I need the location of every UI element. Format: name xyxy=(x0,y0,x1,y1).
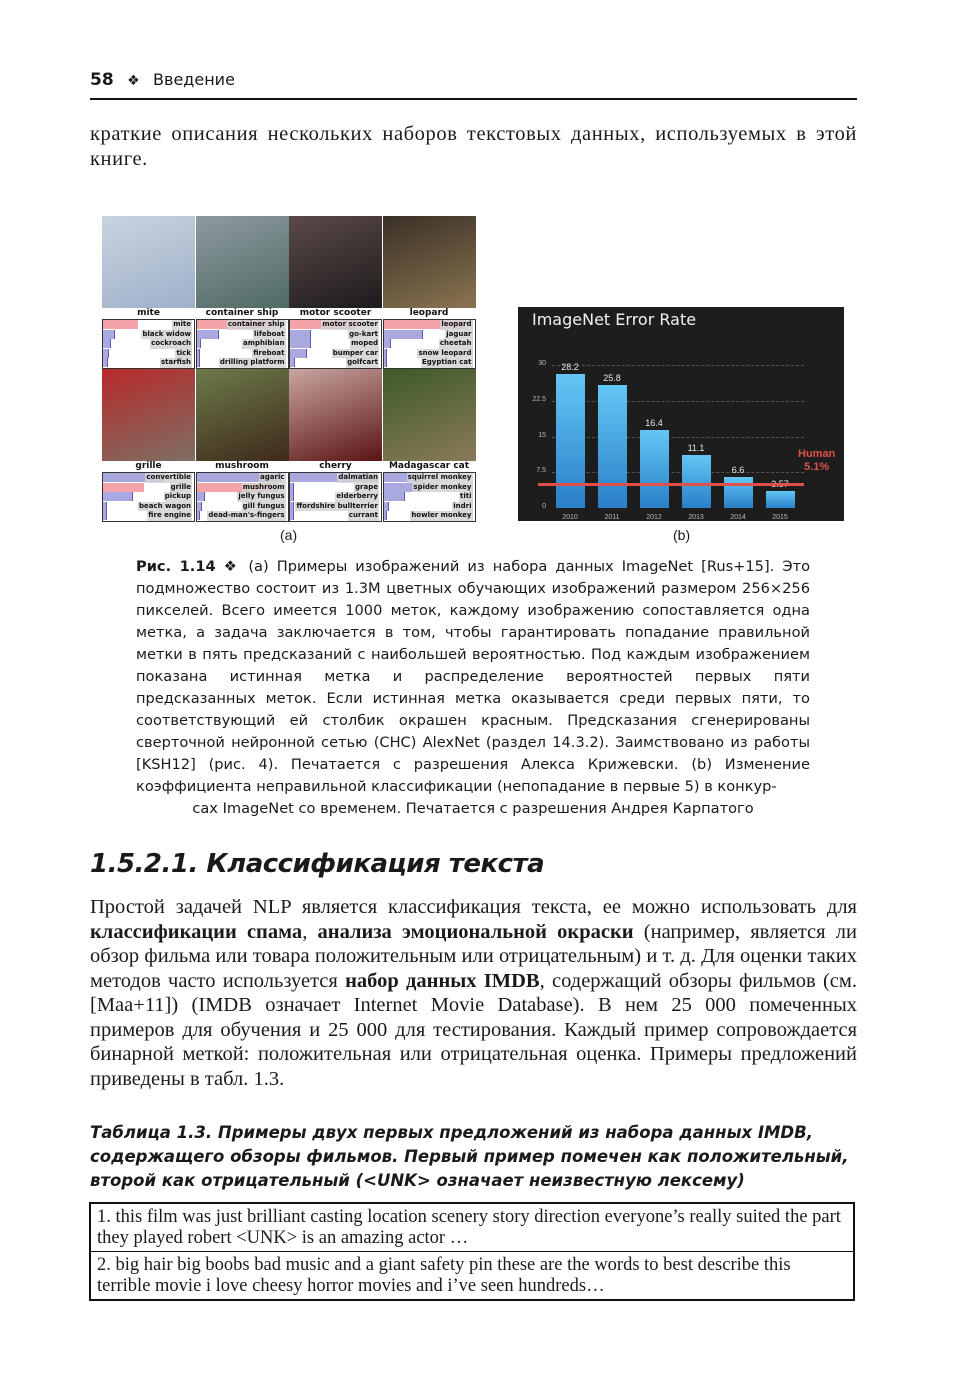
prediction-label: mushroom xyxy=(242,482,285,491)
prediction-row xyxy=(384,339,475,349)
y-tick-label: 0 xyxy=(542,503,546,510)
gridline xyxy=(552,401,804,402)
prediction-label: gill fungus xyxy=(242,501,285,510)
prediction-label: cockroach xyxy=(151,339,191,348)
x-tick-label: 2012 xyxy=(646,514,662,521)
true-label: container ship xyxy=(196,308,289,319)
prediction-label: jelly fungus xyxy=(238,492,285,501)
example-cell xyxy=(383,369,476,522)
error-rate-bar xyxy=(682,455,711,508)
prediction-row xyxy=(197,349,288,359)
probability-bar xyxy=(103,320,138,329)
top5-predictions xyxy=(102,472,195,522)
probability-bar xyxy=(384,339,391,348)
page-number: 58 xyxy=(90,70,114,90)
prediction-row xyxy=(103,339,194,349)
prediction-row xyxy=(103,511,194,521)
example-photo xyxy=(289,369,382,461)
example-photo xyxy=(196,369,289,461)
probability-bar xyxy=(197,502,203,511)
prediction-label: tick xyxy=(176,348,191,357)
probability-bar xyxy=(384,330,423,339)
prediction-label: squirrel monkey xyxy=(407,473,472,481)
bar-value-label: 28.2 xyxy=(561,361,579,372)
example-cell xyxy=(289,216,382,369)
prediction-label: motor scooter xyxy=(322,320,378,328)
prediction-label: bumper car xyxy=(332,348,378,357)
prediction-row xyxy=(290,511,381,521)
example-photo xyxy=(196,216,289,308)
x-tick-label: 2010 xyxy=(562,514,578,521)
prediction-label: titi xyxy=(460,492,472,501)
prediction-label: fireboat xyxy=(253,348,285,357)
probability-bar xyxy=(103,358,108,367)
panel-b-caption: (b) xyxy=(673,527,691,543)
prediction-label: beach wagon xyxy=(138,501,191,510)
ornament-icon: ❖ xyxy=(127,73,140,89)
prediction-label: jaguar xyxy=(446,329,472,338)
top5-predictions xyxy=(196,319,289,369)
prediction-label: ffordshire bullterrier xyxy=(296,501,378,510)
section-heading: 1.5.2.1. Классификация текста xyxy=(90,849,545,879)
true-label: motor scooter xyxy=(289,308,382,319)
prediction-label: dead-man's-fingers xyxy=(208,511,285,520)
y-tick-label: 7.5 xyxy=(536,467,546,475)
term-spam-classification: классификации спама xyxy=(90,920,303,943)
prediction-row xyxy=(290,492,381,502)
prediction-label: mite xyxy=(173,320,191,328)
top5-predictions xyxy=(383,472,476,522)
prediction-label: Egyptian cat xyxy=(422,358,472,367)
figure-caption xyxy=(136,556,810,820)
chart-plot-area xyxy=(532,360,804,521)
example-photo xyxy=(102,216,195,308)
text-run: Простой задачей NLP является классификация текста, ее можно использовать для xyxy=(90,896,857,918)
human-error-line xyxy=(538,483,804,486)
table-cell: 2. big hair big boobs bad music and a giant safety pin these are the words to best describe this terrible movie i love cheesy horror movies and i’ve seen hundreds… xyxy=(90,1252,854,1301)
caption-ornament-icon: ❖ xyxy=(223,558,241,575)
prediction-row xyxy=(290,483,381,493)
human-label-text: Human xyxy=(798,448,836,460)
example-photo xyxy=(102,369,195,461)
bar-value-label: 6.6 xyxy=(731,464,745,475)
example-cell xyxy=(289,369,382,522)
prediction-label: indri xyxy=(453,501,472,510)
probability-bar xyxy=(384,349,388,358)
probability-bar xyxy=(384,502,390,511)
probability-bar xyxy=(290,492,294,501)
x-tick-label: 2015 xyxy=(772,514,788,521)
imdb-examples-table xyxy=(89,1202,855,1301)
term-sentiment-analysis: анализа эмоциональной окраски xyxy=(317,920,634,943)
probability-bar xyxy=(197,358,201,367)
y-tick-label: 15 xyxy=(538,431,546,439)
running-section-title: Введение xyxy=(153,70,235,89)
panel-a-caption: (a) xyxy=(280,527,298,543)
prediction-row xyxy=(384,492,475,502)
probability-bar xyxy=(103,502,107,511)
true-label: mite xyxy=(102,308,195,319)
figure-caption-last-line: сах ImageNet со временем. Печатается с разрешения Андрея Карпатого xyxy=(192,800,754,817)
probability-bar xyxy=(290,339,311,348)
probability-bar xyxy=(103,330,115,339)
table-row xyxy=(90,1203,854,1252)
chart-title: ImageNet Error Rate xyxy=(532,310,697,329)
prediction-row xyxy=(197,330,288,340)
prediction-row xyxy=(384,473,475,483)
probability-bar xyxy=(103,349,109,358)
prediction-row xyxy=(103,492,194,502)
table-caption: Таблица 1.3. Примеры двух первых предложений из набора данных IMDB, содержащего обзоры фильмов. Первый пример помечен как положительный, второй как отрицательный (<UNK> означает неизвестную лексему) xyxy=(90,1123,849,1190)
top5-predictions xyxy=(196,472,289,522)
prediction-row xyxy=(103,473,194,483)
figure-label: Рис. 1.14 xyxy=(136,558,216,575)
x-tick-label: 2014 xyxy=(730,514,746,521)
prediction-label: cheetah xyxy=(439,339,472,348)
probability-bar xyxy=(197,330,220,339)
imagenet-error-chart xyxy=(518,307,844,521)
probability-bar xyxy=(197,511,201,520)
example-cell xyxy=(196,216,289,369)
probability-bar xyxy=(290,330,311,339)
prediction-row xyxy=(384,511,475,521)
human-reference-label xyxy=(798,448,835,474)
gridline xyxy=(552,437,804,438)
error-rate-bar xyxy=(598,385,627,508)
probability-bar xyxy=(290,511,294,520)
prediction-row xyxy=(103,330,194,340)
true-label: cherry xyxy=(289,461,382,472)
true-label: leopard xyxy=(383,308,476,319)
table-row xyxy=(90,1252,854,1301)
prediction-row xyxy=(384,320,475,330)
true-label: grille xyxy=(102,461,195,472)
prediction-row xyxy=(290,502,381,512)
probability-bar xyxy=(290,483,294,492)
prediction-row xyxy=(103,358,194,368)
prediction-row xyxy=(384,330,475,340)
text-run: (например, является ли обзор фильма или товара положительным или отрицательным) и т. д. Для оценки таких методов часто используется xyxy=(90,920,857,992)
prediction-row xyxy=(103,349,194,359)
gridline xyxy=(552,472,804,473)
true-label: mushroom xyxy=(196,461,289,472)
example-cell xyxy=(102,369,195,522)
bar-value-label: 25.8 xyxy=(603,373,621,384)
prediction-row xyxy=(384,502,475,512)
probability-bar xyxy=(103,511,107,520)
term-imdb-dataset: набор данных IMDB xyxy=(345,969,540,992)
prediction-label: fire engine xyxy=(148,511,191,520)
prediction-label: agaric xyxy=(260,473,285,481)
figure-caption-text: (a) Примеры изображений из набора данных ImageNet [Rus+15]. Это подмножество состоит из 1.3M цветных обучающих изображений размером 256×256 пикселей. Всего имеется 1000 меток, каждому изображению сопоставляется одна метка, а задача заключается в том, чтобы гарантировать попадание правильной метки в пять предсказаний с наибольшей вероятностью. Под каждым изображением показана истинная метка и распределение вероятностей первых пяти предсказанных меток. Если истинная метка оказывается среди первых пяти, то соответствующий ей столбик окрашен красным. Предсказания сгенерированы сверточной нейронной сетью (СНС) AlexNet (раздел 14.3.2). Заимствовано из работы [KSH12] (рис. 4). Печатается с разрешения Алекса Крижевски. (b) Изменение коэффициента неправильной классификации (непопадание в первые 5) в конкур- xyxy=(136,558,810,795)
prediction-row xyxy=(197,473,288,483)
prediction-label: convertible xyxy=(146,473,191,481)
probability-bar xyxy=(197,492,205,501)
running-header xyxy=(90,70,857,100)
example-photo xyxy=(289,216,382,308)
prediction-label: container ship xyxy=(227,320,285,328)
probability-bar xyxy=(103,339,111,348)
y-tick-label: 22.5 xyxy=(532,395,546,403)
error-rate-bar xyxy=(766,491,795,508)
prediction-row xyxy=(197,502,288,512)
prediction-row xyxy=(384,483,475,493)
top5-predictions xyxy=(289,472,382,522)
imagenet-examples-grid xyxy=(102,216,476,521)
true-label: Madagascar cat xyxy=(383,461,476,472)
probability-bar xyxy=(290,349,307,358)
top5-predictions xyxy=(289,319,382,369)
prediction-row xyxy=(290,358,381,368)
probability-bar xyxy=(384,511,388,520)
probability-bar xyxy=(290,358,295,367)
example-photo xyxy=(383,216,476,308)
prediction-row xyxy=(103,502,194,512)
text-run: , xyxy=(302,920,318,943)
probability-bar xyxy=(197,339,202,348)
example-cell xyxy=(196,369,289,522)
x-tick-label: 2011 xyxy=(604,514,620,521)
prediction-row xyxy=(384,349,475,359)
prediction-row xyxy=(384,358,475,368)
prediction-label: currant xyxy=(348,511,378,520)
y-tick-label: 30 xyxy=(538,360,546,367)
prediction-row xyxy=(103,483,194,493)
prediction-row xyxy=(197,483,288,493)
body-paragraph xyxy=(90,895,857,1091)
prediction-row xyxy=(290,349,381,359)
probability-bar xyxy=(197,349,201,358)
prediction-label: elderberry xyxy=(336,492,378,501)
bar-value-label: 16.4 xyxy=(645,417,663,428)
prediction-row xyxy=(197,339,288,349)
prediction-label: black widow xyxy=(142,329,191,338)
prediction-label: drilling platform xyxy=(219,358,285,367)
prediction-row xyxy=(103,320,194,330)
prediction-label: snow leopard xyxy=(418,348,472,357)
prediction-label: howler monkey xyxy=(411,511,472,520)
prediction-row xyxy=(197,320,288,330)
prediction-label: grille xyxy=(170,482,191,491)
prediction-label: amphibian xyxy=(242,339,285,348)
prediction-row xyxy=(197,511,288,521)
example-cell xyxy=(102,216,195,369)
prediction-label: grape xyxy=(355,482,378,491)
error-rate-bar xyxy=(556,374,585,508)
example-photo xyxy=(383,369,476,461)
prediction-label: golfcart xyxy=(347,358,378,367)
top5-predictions xyxy=(102,319,195,369)
prediction-label: moped xyxy=(351,339,378,348)
probability-bar xyxy=(290,502,294,511)
prediction-label: go-kart xyxy=(349,329,378,338)
prediction-row xyxy=(290,320,381,330)
human-label-value: 5.1% xyxy=(804,461,830,473)
prediction-label: pickup xyxy=(164,492,191,501)
prediction-row xyxy=(197,358,288,368)
probability-bar xyxy=(103,483,144,492)
x-tick-label: 2013 xyxy=(688,514,704,521)
probability-bar xyxy=(103,492,133,501)
bar-value-label: 11.1 xyxy=(687,443,705,454)
probability-bar xyxy=(384,492,405,501)
prediction-row xyxy=(290,330,381,340)
prediction-row xyxy=(290,339,381,349)
prediction-row xyxy=(197,492,288,502)
prediction-label: dalmatian xyxy=(338,473,378,481)
table-cell: 1. this film was just brilliant casting location scenery story direction everyone’s really suited the part they played robert <UNK> is an amazing actor … xyxy=(90,1203,854,1252)
prediction-row xyxy=(290,473,381,483)
prediction-label: leopard xyxy=(441,320,472,328)
error-rate-bar xyxy=(640,430,669,508)
example-cell xyxy=(383,216,476,369)
prediction-label: spider monkey xyxy=(413,482,472,491)
probability-bar xyxy=(384,358,388,367)
error-rate-bar xyxy=(724,477,753,508)
prediction-label: starfish xyxy=(160,358,191,367)
prediction-label: lifeboat xyxy=(254,329,285,338)
text-run: , содержащий обзоры фильмов (см. [Maa+11]) (IMDB означает Internet Movie Database). В нем 25 000 помеченных примеров для обучения и 25 000 для тестирования. Каждый пример сопровождается бинарной меткой: положительная или отрицательная оценка. Примеры предложений приведены в табл. 1.3. xyxy=(90,969,858,1090)
top5-predictions xyxy=(383,319,476,369)
intro-paragraph: краткие описания нескольких наборов текстовых данных, используемых в этой книге. xyxy=(90,123,857,170)
